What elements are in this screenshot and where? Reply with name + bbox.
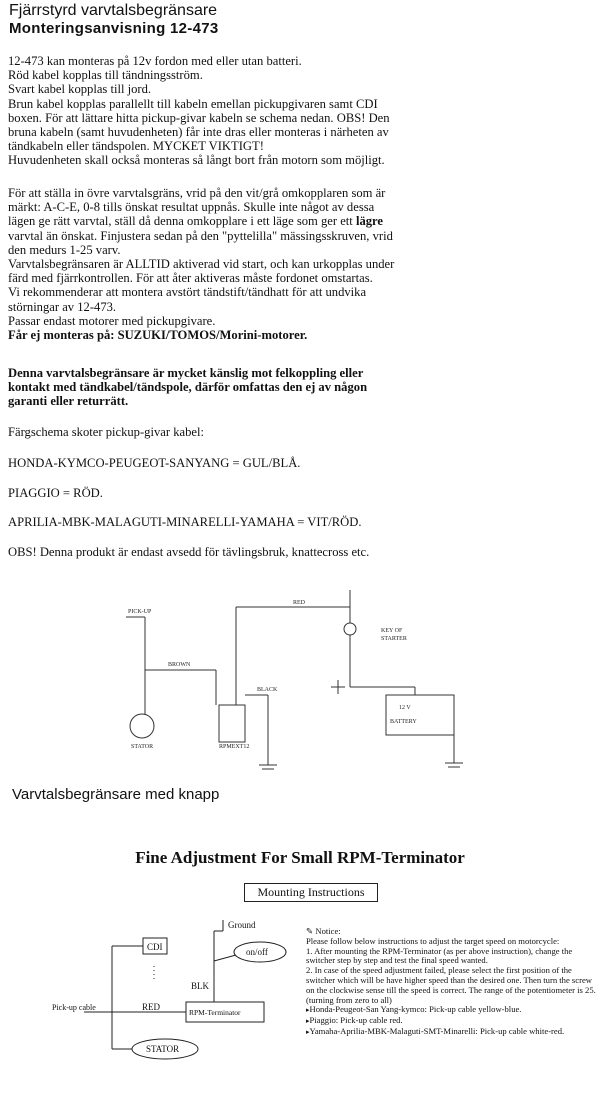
emphasis-lower: lägre bbox=[355, 214, 383, 229]
label-stator: STATOR bbox=[131, 744, 154, 750]
product-note: OBS! Denna produkt är endast avsedd för tävlingsbruk, knattecross etc. bbox=[8, 545, 370, 559]
label-pickup-cable: Pick-up cable bbox=[52, 1003, 96, 1012]
notice-list bbox=[306, 1005, 596, 1037]
terminator-wiring-diagram bbox=[0, 915, 310, 1065]
text-line: tändkabeln eller tändspolen. MYCKET VIKTIGT! bbox=[8, 139, 264, 154]
label-onoff: on/off bbox=[246, 947, 268, 957]
text-line: Brun kabel kopplas parallellt till kabeln emellan pickupgivaren samt CDI bbox=[8, 96, 378, 111]
warning-paragraph bbox=[8, 366, 596, 409]
document-title: Fjärrstyrd varvtalsbegränsare bbox=[9, 2, 218, 19]
label-brown: BROWN bbox=[168, 662, 191, 668]
fine-adjustment-title: Fine Adjustment For Small RPM-Terminator bbox=[135, 848, 465, 867]
text-line: För att ställa in övre varvtalsgräns, vrid på den vit/grå omkopplaren som är bbox=[8, 186, 386, 200]
color-scheme-heading: Färgschema skoter pickup-givar kabel: bbox=[8, 425, 204, 439]
text-line: Vi rekommenderar att montera avstört tändstift/tändhatt för att undvika bbox=[8, 285, 367, 300]
document-subtitle: Monteringsanvisning 12-473 bbox=[9, 20, 219, 37]
label-rpm-unit: RPMEXT12 bbox=[219, 744, 250, 750]
rpm-unit-box bbox=[219, 705, 245, 742]
label-ground: Ground bbox=[228, 920, 256, 930]
text-line: den medurs 1-25 varv. bbox=[8, 242, 121, 257]
label-cdi: CDI bbox=[147, 942, 163, 952]
label-key-of: KEY OF bbox=[381, 628, 403, 634]
label-stator: STATOR bbox=[146, 1044, 180, 1054]
text-line: garanti eller returrätt. bbox=[8, 394, 129, 409]
text-line: Passar endast motorer med pickupgivare. bbox=[8, 313, 216, 328]
text-line: boxen. För att lättare hitta pickup-givar kabeln se schema nedan. OBS! Den bbox=[8, 110, 390, 125]
key-switch-circle bbox=[344, 623, 356, 635]
text-line: Varvtalsbegränsaren är ALLTID aktiverad vid start, och kan urkopplas under bbox=[8, 257, 395, 272]
label-starter: STARTER bbox=[381, 636, 407, 642]
color-scheme-honda: HONDA-KYMCO-PEUGEOT-SANYANG = GUL/BLÅ. bbox=[8, 456, 301, 470]
list-item: ▸ Piaggio: Pick-up cable red. bbox=[306, 1016, 596, 1027]
text-line: Denna varvtalsbegränsare är mycket känslig mot felkoppling eller bbox=[8, 366, 364, 380]
label-blk: BLK bbox=[191, 981, 209, 991]
label-pickup: PICK-UP bbox=[128, 609, 152, 615]
text-line: Svart kabel kopplas till jord. bbox=[8, 82, 152, 97]
text-line: färd med fjärrkontrollen. För att åter aktiveras måste fordonet omstartas. bbox=[8, 271, 373, 286]
text-line: störningar av 12-473. bbox=[8, 299, 117, 314]
notice-step-1: 1. After mounting the RPM-Terminator (as per above instruction), change the switcher step by step and test the final speed wanted. bbox=[306, 945, 573, 966]
label-12v: 12 V bbox=[399, 705, 411, 711]
text-line: varvtal än önskat. Finjustera sedan på den "pyttelilla" mässingsskruven, vrid bbox=[8, 228, 393, 243]
text-line: bruna kabeln (samt huvudenheten) får inte dras eller monteras i närheten av bbox=[8, 125, 389, 140]
notice-intro: Please follow below instructions to adjust the target speed on motorcycle: bbox=[306, 935, 560, 946]
list-item: ▸ Honda-Peugeot-San Yang-kymco: Pick-up cable yellow-blue. bbox=[306, 1005, 596, 1016]
text-line: Röd kabel kopplas till tändningsström. bbox=[8, 68, 203, 83]
label-black: BLACK bbox=[257, 687, 278, 693]
wiring-diagram bbox=[0, 585, 600, 780]
instructions-paragraph-1 bbox=[8, 54, 596, 168]
label-red: RED bbox=[142, 1002, 160, 1012]
text-line: Huvudenheten skall också monteras så långt bort från motorn som möjligt. bbox=[8, 153, 385, 168]
text-line: Får ej monteras på: SUZUKI/TOMOS/Morini-motorer. bbox=[8, 328, 308, 343]
notice-step-2: 2. In case of the speed adjustment failed, please select the first position of the switcher which will be have higher speed than the desired one. Then turn the screw on the clockwise sense till the speed is correct. The range of the potentiometer is 25. (turning from zero to all) bbox=[306, 965, 596, 1005]
section-heading-button-version: Varvtalsbegränsare med knapp bbox=[12, 786, 220, 803]
notice-icon: ✎ bbox=[306, 926, 314, 936]
color-scheme-aprilia: APRILIA-MBK-MALAGUTI-MINARELLI-YAMAHA = VIT/RÖD. bbox=[8, 515, 362, 529]
label-red: RED bbox=[293, 600, 305, 606]
label-rpm-terminator: RPM-Terminator bbox=[189, 1008, 241, 1017]
battery-box bbox=[386, 695, 454, 735]
onoff-wire bbox=[214, 955, 236, 961]
text-line bbox=[8, 214, 596, 228]
stator-circle bbox=[130, 714, 154, 738]
notice-title-text: Notice: bbox=[315, 926, 341, 936]
text-line: kontakt med tändkabel/tändspole, därför omfattas den ej av någon bbox=[8, 380, 368, 395]
text-line: märkt: A-C-E, 0-8 tills önskat resultat uppnås. Skulle inte något av dessa bbox=[8, 200, 375, 215]
instructions-paragraph-2 bbox=[8, 186, 596, 342]
text-span: lägen ge rätt varvtal, ställ då denna omkopplare i ett läge som ger ett bbox=[8, 214, 356, 229]
mounting-instructions-box: Mounting Instructions bbox=[244, 883, 378, 902]
color-scheme-piaggio: PIAGGIO = RÖD. bbox=[8, 486, 103, 500]
list-item: ▸ Yamaha-Aprilia-MBK-Malaguti-SMT-Minarelli: Pick-up cable white-red. bbox=[306, 1027, 596, 1038]
notice-block bbox=[306, 927, 596, 1038]
text-line: 12-473 kan monteras på 12v fordon med eller utan batteri. bbox=[8, 54, 302, 68]
label-battery: BATTERY bbox=[390, 719, 417, 725]
